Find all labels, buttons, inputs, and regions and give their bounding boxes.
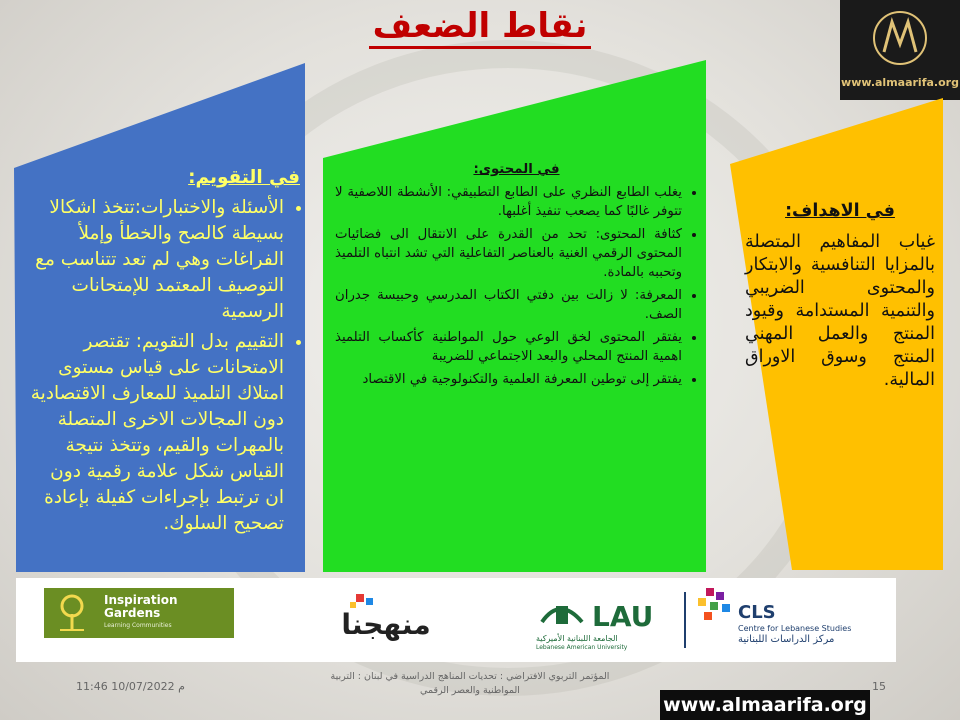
list-item: • المعرفة: لا زالت بين دفتي الكتاب المدرسي وحبيسة جدران الصف. — [335, 286, 682, 324]
list-item: • الأسئلة والاختبارات:تتخذ اشكالا بسيطة كالصح والخطأ وإملأ الفراغات وهي لم تعد تتناسب مع التوصيف المعتمد للإمتحانات الرسمية — [30, 195, 284, 325]
list-item: • كثافة المحتوى: تحد من القدرة على الانتقال الى فضائيات المحتوى الرقمي الغنية بالعناصر التفاعلية التي تشد انتباه التلميذ وتحببه بالمادة. — [335, 225, 682, 282]
manhajouna-logo — [316, 590, 456, 650]
site-banner[interactable] — [660, 690, 870, 720]
cls-logo — [696, 588, 886, 654]
inspiration-gardens-name: Inspiration Gardens — [104, 593, 178, 620]
slide-number: 15 — [872, 680, 886, 693]
cls-name: CLS — [738, 602, 776, 623]
slide-title: نقاط الضعف — [0, 6, 960, 46]
lau-name: LAU — [592, 600, 654, 633]
logo-url: www.almaarifa.org — [841, 76, 959, 89]
sponsor-strip — [16, 578, 896, 662]
list-item: • يفتقر المحتوى لخق الوعي حول المواطنية كأكساب التلميذ اهمية المنتج المحلي والبعد الاجتماعي للضريبة — [335, 328, 682, 366]
manhajouna-name: منهجنا — [341, 608, 431, 641]
cls-pixel-icon — [696, 588, 736, 628]
list-item: • يغلب الطابع النظري على الطابع التطبيقي: الأنشطة اللاصفية لا تتوفر غالبًا كما يصعب تنفيذ أغلبها. — [335, 183, 682, 221]
list-item: • التقييم بدل التقويم: تقتصر الامتحانات على قياس مستوى امتلاك التلميذ للمعارف الاقتصادية دون المجالات الاخرى المتصلة بالمهرات والقيم، وتتخذ نتيجة القياس شكل علامة رقمية دون ان ترتبط بإجراءات كفيلة بإعادة تصحيح السلوك. — [30, 329, 284, 537]
lau-english-name: Lebanese American University — [536, 644, 628, 651]
footer-datetime: 11:46 10/07/2022 م — [76, 680, 185, 693]
logo-divider — [684, 592, 686, 648]
lau-emblem-icon — [536, 592, 588, 632]
objectives-body: غياب المفاهيم المتصلة بالمزايا التنافسية والابتكار والمحتوى الضريبي والتنمية المستدامة وقيود المنتج والعمل المهني المنتج وسوق الاوراق المالية. — [745, 232, 935, 390]
lau-logo — [536, 592, 696, 652]
site-banner-url[interactable]: www.almaarifa.org — [663, 694, 867, 716]
lau-arabic-name: الجامعة اللبنانية الأميركية — [536, 634, 618, 643]
cls-english-name: Centre for Lebanese Studies — [738, 624, 852, 633]
objectives-heading: في الاهداف: — [785, 201, 895, 221]
footer-conference-title: المؤتمر التربوي الافتراضي : تحديات المناهج الدراسية في لبنان : التربية المواطنية والعصر الرقمي — [330, 671, 610, 696]
cls-arabic-name: مركز الدراسات اللبنانية — [738, 634, 835, 645]
tree-icon — [50, 592, 94, 634]
evaluation-heading: في التقويم: — [188, 167, 300, 188]
objectives-text — [745, 200, 935, 392]
content-heading: في المحتوى: — [473, 162, 560, 177]
list-item: • يفتقر إلى توطين المعرفة العلمية والتكنولوجية في الاقتصاد — [335, 370, 682, 389]
inspiration-gardens-logo — [44, 588, 234, 638]
inspiration-gardens-tagline: Learning Communities — [104, 622, 172, 629]
